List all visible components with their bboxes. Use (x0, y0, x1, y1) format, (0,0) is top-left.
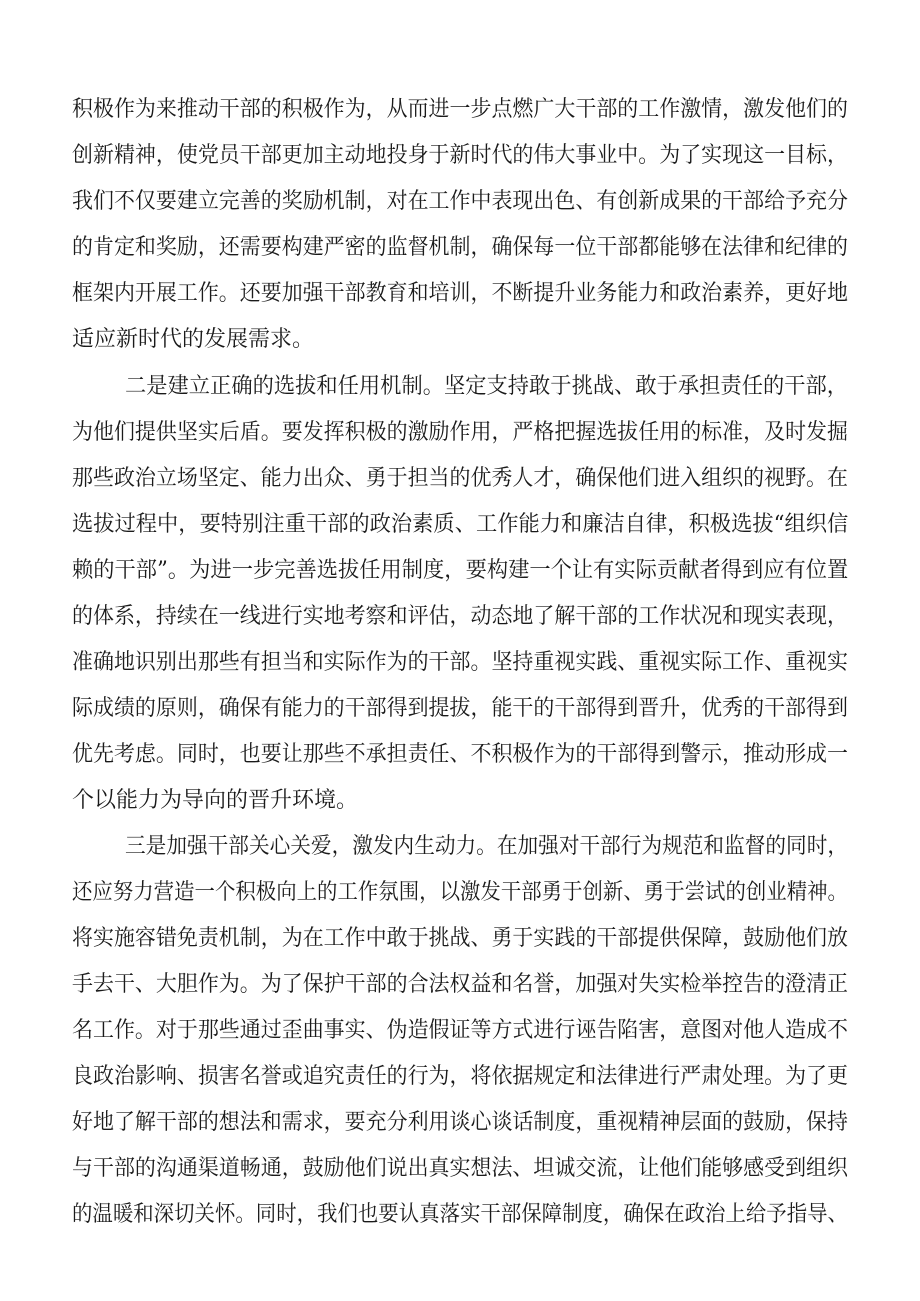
text-line: 创新精神，使党员干部更加主动地投身于新时代的伟大事业中。为了实现这一目标， (72, 143, 849, 168)
text-line: 适应新时代的发展需求。 (72, 327, 315, 352)
text-line: 的体系，持续在一线进行实地考察和评估，动态地了解干部的工作状况和现实表现， (72, 604, 849, 629)
text-line: 个以能力为导向的晋升环境。 (72, 788, 359, 813)
text-line: 与干部的沟通渠道畅通，鼓励他们说出真实想法、坦诚交流，让他们能够感受到组织 (72, 1156, 849, 1181)
text-line: 准确地识别出那些有担当和实际作为的干部。坚持重视实践、重视实际工作、重视实 (72, 650, 849, 675)
text-line: 二是建立正确的选拔和任用机制。坚定支持敢于挑战、敢于承担责任的干部， (125, 374, 849, 399)
text-line: 我们不仅要建立完善的奖励机制，对在工作中表现出色、有创新成果的干部给予充分 (72, 189, 849, 214)
text-line: 将实施容错免责机制，为在工作中敢于挑战、勇于实践的干部提供保障，鼓励他们放 (72, 926, 849, 951)
text-line: 好地了解干部的想法和需求，要充分利用谈心谈话制度，重视精神层面的鼓励，保持 (72, 1110, 849, 1135)
text-line: 名工作。对于那些通过歪曲事实、伪造假证等方式进行诬告陷害，意图对他人造成不 (72, 1018, 849, 1043)
text-line: 还应努力营造一个积极向上的工作氛围，以激发干部勇于创新、勇于尝试的创业精神。 (72, 880, 848, 905)
text-line: 良政治影响、损害名誉或追究责任的行为，将依据规定和法律进行严肃处理。为了更 (72, 1064, 849, 1089)
text-line: 那些政治立场坚定、能力出众、勇于担当的优秀人才，确保他们进入组织的视野。在 (72, 466, 849, 491)
text-line: 三是加强干部关心关爱，激发内生动力。在加强对干部行为规范和监督的同时， (125, 834, 849, 859)
text-line: 为他们提供坚实后盾。要发挥积极的激励作用，严格把握选拔任用的标准，及时发掘 (72, 420, 849, 445)
text-line: 际成绩的原则，确保有能力的干部得到提拔，能干的干部得到晋升，优秀的干部得到 (72, 696, 849, 721)
text-line: 框架内开展工作。还要加强干部教育和培训，不断提升业务能力和政治素养，更好地 (72, 281, 849, 306)
text-line: 选拔过程中，要特别注重干部的政治素质、工作能力和廉洁自律，积极选拔“组织信 (72, 512, 849, 537)
text-line: 赖的干部”。为进一步完善选拔任用制度，要构建一个让有实际贡献者得到应有位置 (72, 558, 849, 583)
text-line: 积极作为来推动干部的积极作为，从而进一步点燃广大干部的工作激情，激发他们的 (72, 97, 849, 122)
text-line: 的温暖和深切关怀。同时，我们也要认真落实干部保障制度，确保在政治上给予指导、 (72, 1202, 848, 1227)
text-line: 的肯定和奖励，还需要构建严密的监督机制，确保每一位干部都能够在法律和纪律的 (72, 235, 849, 260)
text-line: 优先考虑。同时，也要让那些不承担责任、不积极作为的干部得到警示，推动形成一 (72, 742, 849, 767)
text-line: 手去干、大胆作为。为了保护干部的合法权益和名誉，加强对失实检举控告的澄清正 (72, 972, 849, 997)
